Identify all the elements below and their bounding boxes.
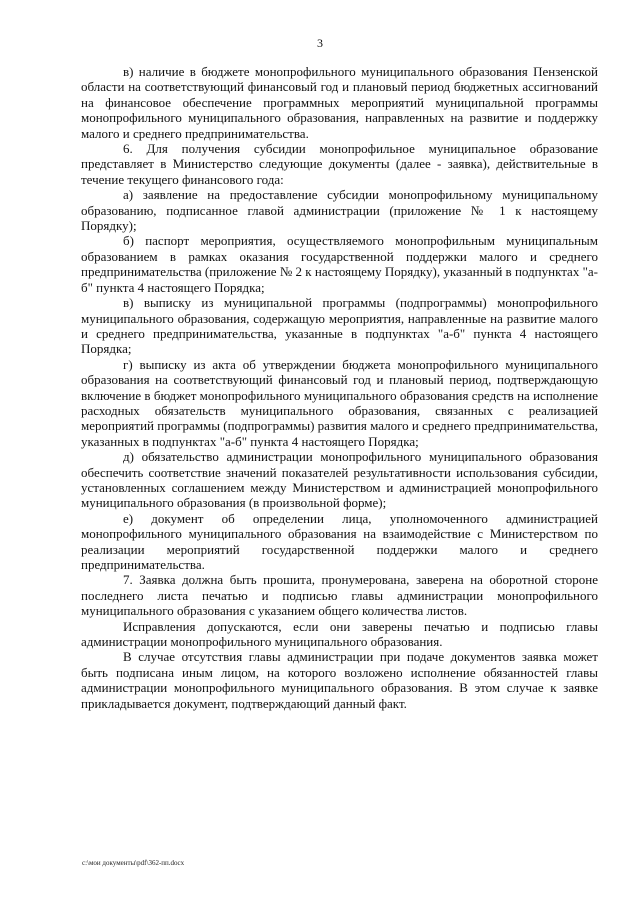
page-number: 3: [317, 36, 323, 50]
footer-file-path: c:\мои документы\pdf\362-пп.docx: [82, 859, 185, 867]
paragraph-item-g: г) выписку из акта об утверждении бюджета монопрофильного муниципального образования на соответствующий финансовый год и плановый период, подтверждающую включение в бюджет монопрофильного муниципального образования средств на исполнение расходных обязательств муниципального образования, связанных с реализацией мероприятий программы (подпрограммы) развития малого и среднего предпринимательства, указанных в подпунктах "а-б" пункта 4 настоящего Порядка;: [81, 356, 598, 449]
paragraph-item-v: в) выписку из муниципальной программы (подпрограммы) монопрофильного муниципального образования, содержащую мероприятия, направленные на развитие малого и среднего предпринимательства, указанные в подпунктах "а-б" пункта 4 настоящего Порядка;: [81, 295, 598, 357]
paragraph-section-7: 7. Заявка должна быть прошита, пронумерована, заверена на оборотной стороне последнего листа печатью и подписью главы администрации монопрофильного муниципального образования с указанием общего количества листов.: [81, 572, 598, 619]
paragraph-budget-availability: в) наличие в бюджете монопрофильного муниципального образования Пензенской области на соответствующий финансовый год и плановый период бюджетных ассигнований на финансовое обеспечение программных мероприятий муниципальной программы монопрофильного муниципального образования, направленных на развитие и поддержку малого и среднего предпринимательства.: [81, 64, 598, 141]
paragraph-item-b: б) паспорт мероприятия, осуществляемого монопрофильным муниципальным образованием в рамках оказания государственной поддержки малого и среднего предпринимательства (приложение № 2 к настоящему Порядку), указанный в подпунктах "а-б" пункта 4 настоящего Порядка;: [81, 233, 598, 295]
paragraph-absence-of-head: В случае отсутствия главы администрации при подаче документов заявка может быть подписана иным лицом, на которого возложено исполнение обязанностей главы администрации монопрофильного муниципального образования. В этом случае к заявке прикладывается документ, подтверждающий данный факт.: [81, 649, 598, 711]
paragraph-corrections: Исправления допускаются, если они заверены печатью и подписью главы администрации монопрофильного муниципального образования.: [81, 618, 598, 650]
paragraph-item-a: а) заявление на предоставление субсидии монопрофильному муниципальному образованию, подписанное главой администрации (приложение № 1 к настоящему Порядку);: [81, 187, 598, 234]
paragraph-item-d: д) обязательство администрации монопрофильного муниципального образования обеспечить соответствие значений показателей результативности использования субсидии, установленных соглашением между Министерством и администрацией монопрофильного муниципального образования (в произвольной форме);: [81, 449, 598, 511]
paragraph-item-e: е) документ об определении лица, уполномоченного администрацией монопрофильного муниципального образования на взаимодействие с Министерством по реализации мероприятий государственной поддержки малого и среднего предпринимательства.: [81, 510, 598, 572]
document-body: [81, 64, 598, 711]
paragraph-section-6: 6. Для получения субсидии монопрофильное муниципальное образование представляет в Министерство следующие документы (далее - заявка), действительные в течение текущего финансового года:: [81, 141, 598, 187]
